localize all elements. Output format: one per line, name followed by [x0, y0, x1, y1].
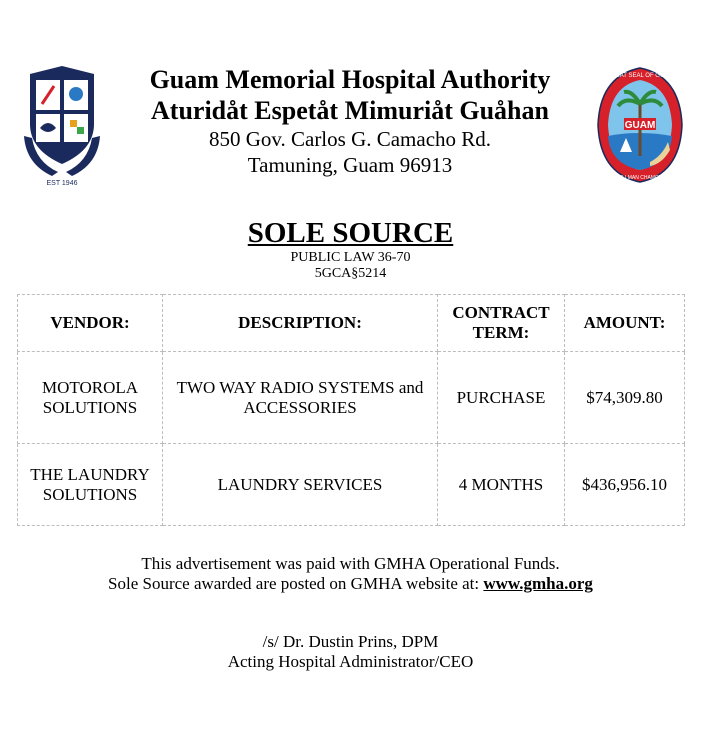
website-note	[0, 574, 701, 594]
header-contract-term: CONTRACT TERM:	[438, 295, 565, 352]
amount-cell: $74,309.80	[565, 352, 685, 444]
address-line-1: 850 Gov. Carlos G. Camacho Rd.	[208, 127, 492, 151]
sole-source-table	[17, 294, 685, 526]
address-line-2: Tamuning, Guam 96913	[247, 153, 453, 177]
description-cell: LAUNDRY SERVICES	[163, 444, 438, 526]
amount-cell: $436,956.10	[565, 444, 685, 526]
est-text: EST 1946	[46, 180, 78, 187]
term-cell: 4 MONTHS	[438, 444, 565, 526]
website-note-text: Sole Source awarded are posted on GMHA website at:	[108, 574, 484, 593]
seal-top-text: GREAT SEAL OF GUAM	[606, 73, 674, 79]
letterhead	[0, 60, 701, 190]
code-reference: 5GCA§5214	[314, 266, 387, 281]
table-header-row	[18, 295, 685, 352]
public-law: PUBLIC LAW 36-70	[290, 250, 411, 265]
org-name-chamorro: Aturidåt Espetåt Mimuriåt Guåhan	[151, 96, 549, 125]
seal-bottom-text: TANO I MAN CHAMORRO	[610, 175, 670, 181]
table-row	[18, 444, 685, 526]
description-cell: TWO WAY RADIO SYSTEMS and ACCESSORIES	[163, 352, 438, 444]
notice-title: SOLE SOURCE	[247, 217, 454, 249]
footer-note	[0, 554, 701, 594]
seal-guam-text: GUAM	[624, 120, 656, 131]
header-amount: AMOUNT:	[565, 295, 685, 352]
term-cell: PURCHASE	[438, 352, 565, 444]
great-seal-of-guam-icon	[596, 66, 684, 184]
header-vendor: VENDOR:	[18, 295, 163, 352]
table-row	[18, 352, 685, 444]
signatory-name: /s/ Dr. Dustin Prins, DPM	[262, 632, 439, 651]
signature-block	[0, 632, 701, 672]
org-name-english: Guam Memorial Hospital Authority	[149, 65, 551, 94]
vendor-cell: THE LAUNDRY SOLUTIONS	[18, 444, 163, 526]
organization-block	[110, 64, 590, 178]
header-description: DESCRIPTION:	[163, 295, 438, 352]
gmha-shield-hands-logo-icon	[22, 64, 102, 188]
vendor-cell: MOTOROLA SOLUTIONS	[18, 352, 163, 444]
website-link[interactable]: www.gmha.org	[483, 574, 593, 593]
signatory-title: Acting Hospital Administrator/CEO	[227, 652, 474, 671]
notice-title-block	[0, 216, 701, 282]
funding-note: This advertisement was paid with GMHA Operational Funds.	[141, 554, 560, 573]
